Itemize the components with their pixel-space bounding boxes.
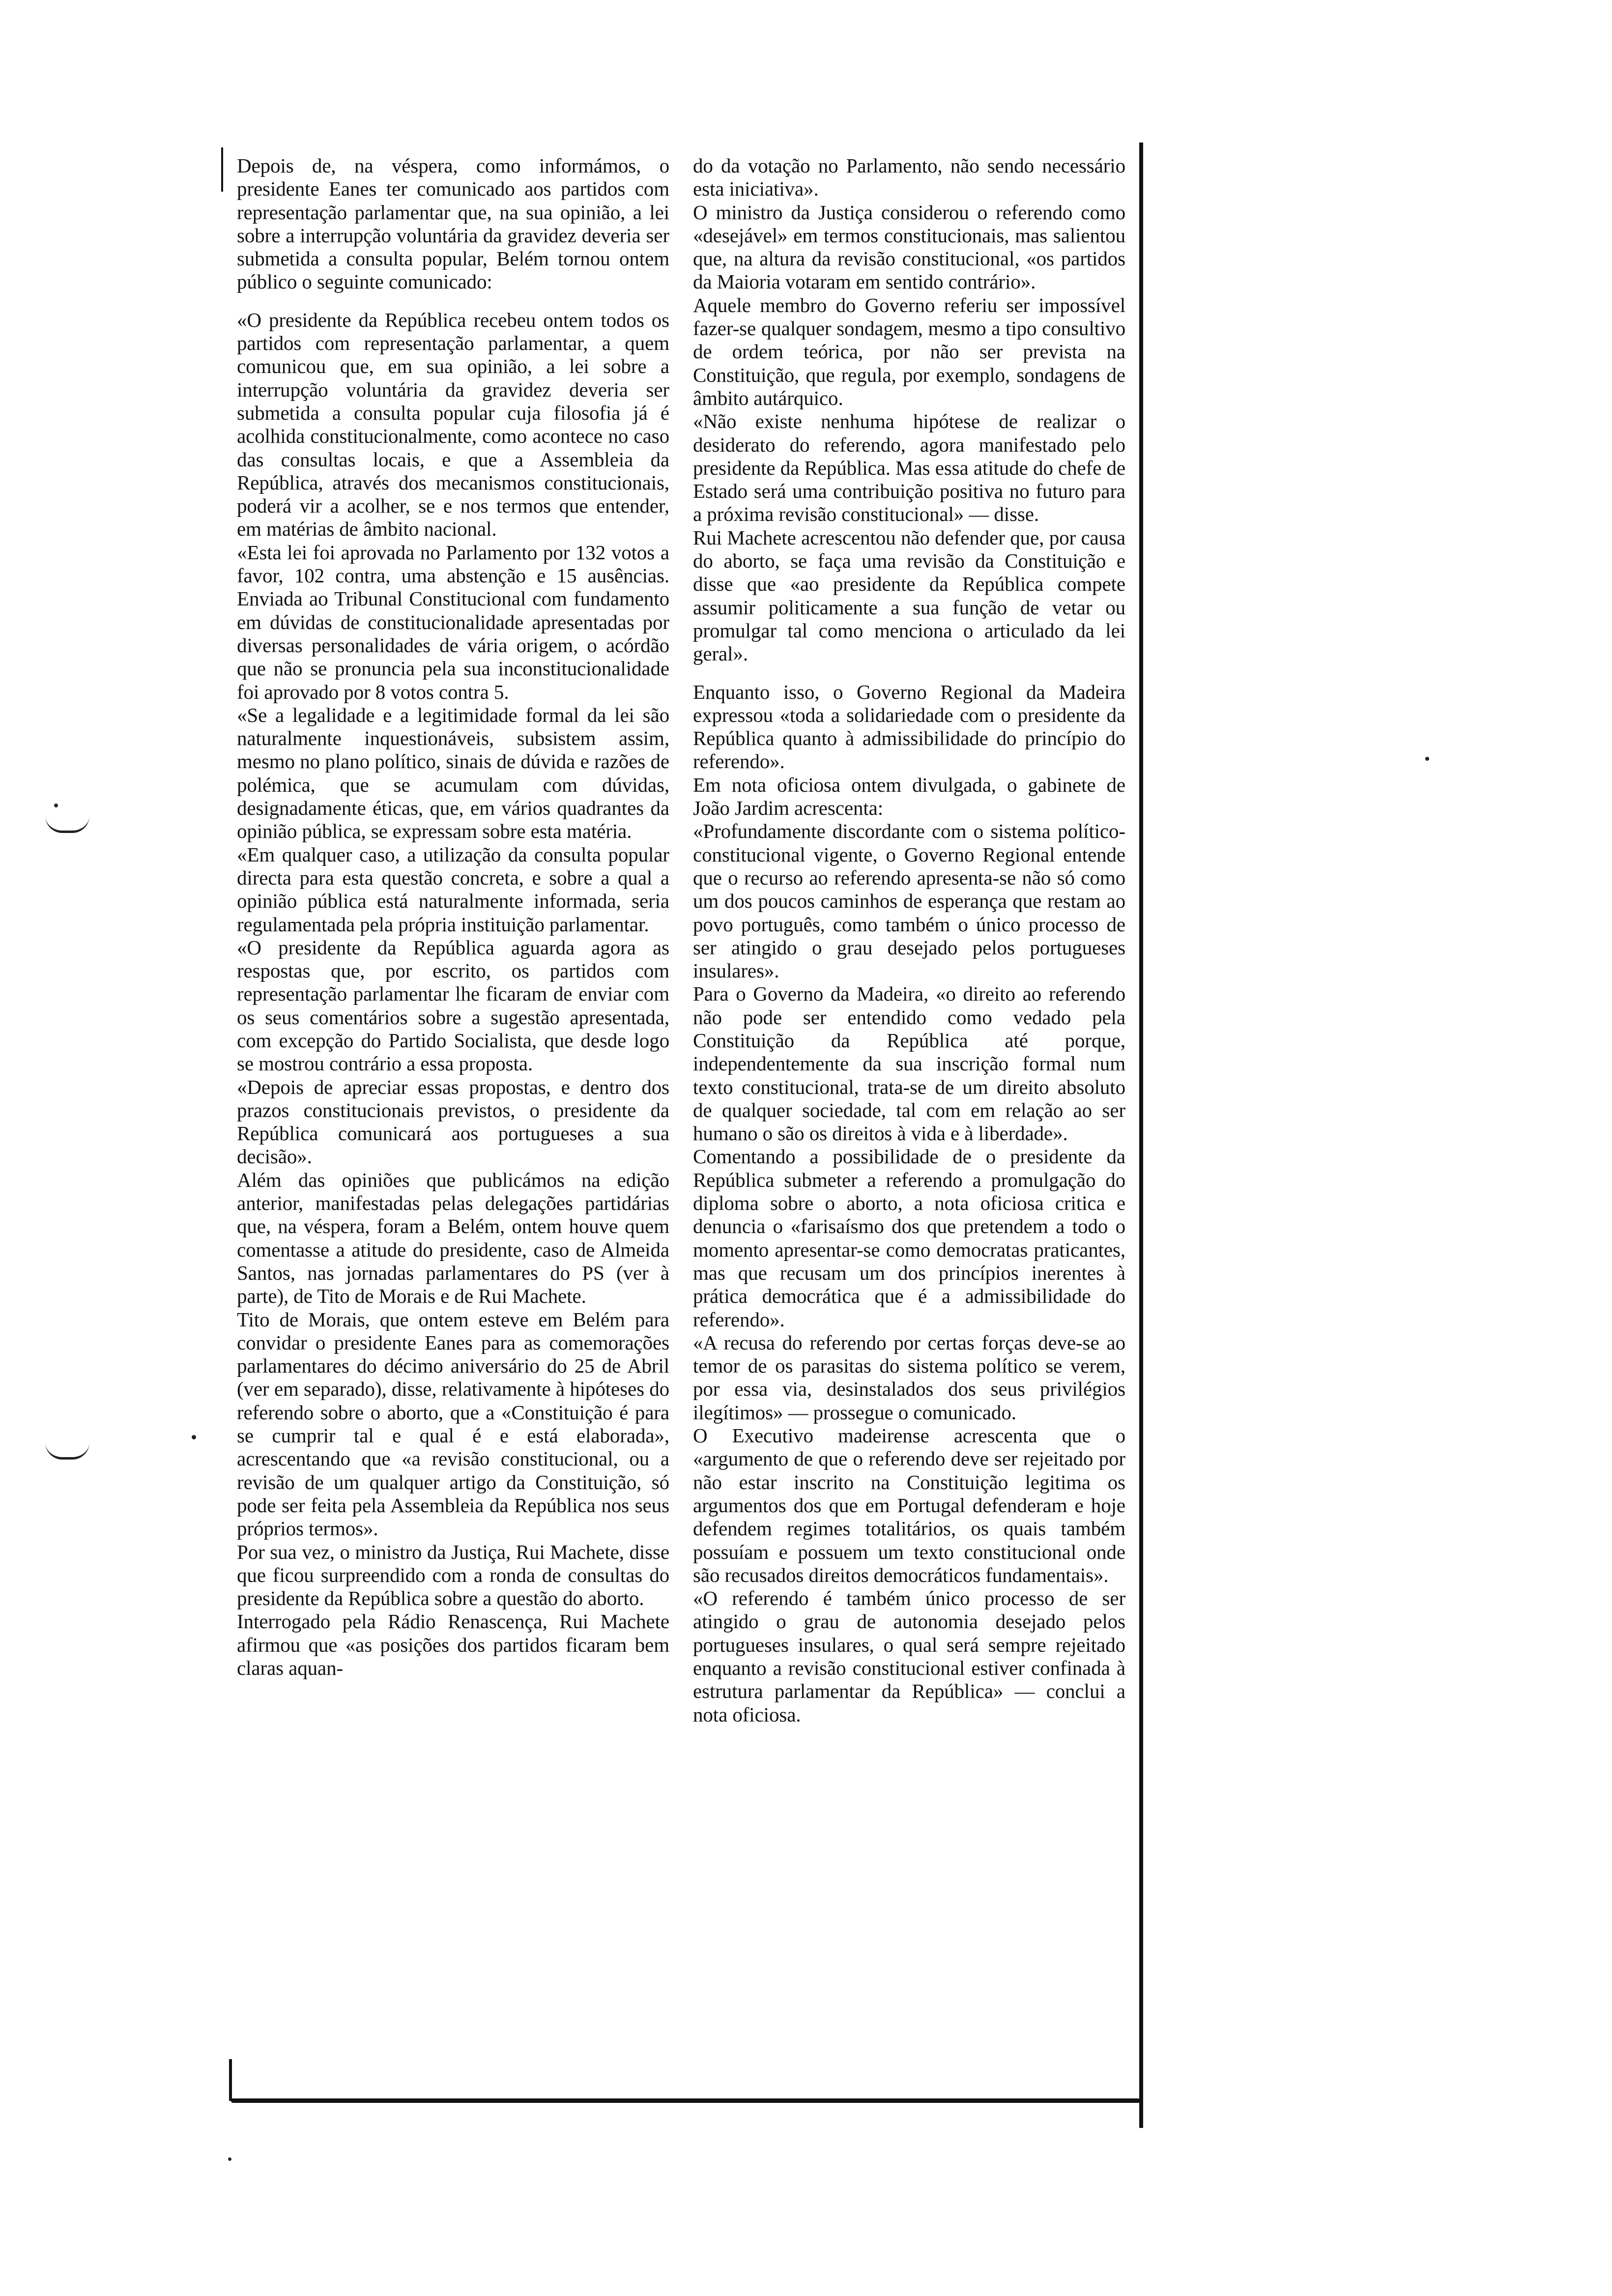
left-bottom-curve <box>229 2059 232 2101</box>
paragraph-continuation: do da votação no Parlamento, não sendo necessário esta iniciativa». <box>693 154 1125 201</box>
paragraph-nota-oficiosa: Em nota oficiosa ontem divulgada, o gabinete de João Jardim acrescenta: <box>693 773 1125 820</box>
right-frame-rule <box>1139 143 1143 2128</box>
paragraph-recusa: «A recusa do referendo por certas forças deve-se ao temor de os parasitas do sistema político se verem, por essa via, desinstalados dos seus privilégios ilegítimos» — prossegue o comunicado. <box>693 1331 1125 1424</box>
paragraph-executivo: O Executivo madeirense acrescenta que o «argumento de que o referendo deve ser rejeitado por não estar inscrito na Constituição legitima os argumentos dos que em Portugal defenderam e hoje defendem regimes totalitários, os quais também possuíam e possuem um texto constitucional onde são recusados direitos democráticos fundamentais». <box>693 1424 1125 1586</box>
paragraph-revisao: Rui Machete acrescentou não defender que, por causa do aborto, se faça uma revisão da Constituição e disse que «ao presidente da República compete assumir politicamente a sua função de vetar ou promulgar tal como menciona o articulado da lei geral». <box>693 526 1125 665</box>
paragraph-communique-2: «Esta lei foi aprovada no Parlamento por 132 votos a favor, 102 contra, uma abstenção e 15 ausências. Enviada ao Tribunal Constitucional com fundamento em dúvidas de constitucionalidade apresentadas por diversas personalidades de vária origem, o acórdão que não se pronuncia pela sua inconstitucionalidade foi aprovado por 8 votos contra 5. <box>237 541 669 703</box>
paragraph-radio-renascenca: Interrogado pela Rádio Renascença, Rui Machete afirmou que «as posições dos partidos ficaram bem claras aquan- <box>237 1610 669 1679</box>
paragraph-opinions: Além das opiniões que publicámos na edição anterior, manifestadas pelas delegações partidárias que, na véspera, foram a Belém, ontem houve quem comentasse a atitude do presidente, caso de Almeida Santos, nas jornadas parlamentares do PS (ver à parte), de Tito de Morais e de Rui Machete. <box>237 1168 669 1308</box>
scan-speck <box>192 1435 196 1439</box>
paragraph-sondagem: Aquele membro do Governo referiu ser impossível fazer-se qualquer sondagem, mesmo a tipo consultivo de ordem teórica, por não ser prevista na Constituição, que regula, por exemplo, sondagens de âmbito autárquico. <box>693 293 1125 409</box>
paragraph-rui-machete: Por sua vez, o ministro da Justiça, Rui Machete, disse que ficou surpreendido com a ronda de consultas do presidente da República sobre a questão do aborto. <box>237 1540 669 1610</box>
paragraph-discordante: «Profundamente discordante com o sistema político-constitucional vigente, o Governo Regional entende que o recurso ao referendo apresenta-se não só como um dos poucos caminhos de esperança que restam ao povo português, como também o único processo de ser atingido o grau desejado pelos portugueses insulares». <box>693 820 1125 982</box>
paragraph-communique-4: «Em qualquer caso, a utilização da consulta popular directa para esta questão concreta, e sobre a qual a opinião pública está naturalmente informada, seria regulamentada pela própria instituição parlamentar. <box>237 843 669 936</box>
article-right-column <box>693 154 1125 1726</box>
left-margin-rule <box>221 147 223 192</box>
paragraph-farisaismo: Comentando a possibilidade de o presidente da República submeter a referendo a promulgação do diploma sobre o aborto, a nota oficiosa critica e denuncia o «farisaísmo dos que pretendem a todo o momento apresentar-se como democratas praticantes, mas que recusam um dos princípios inerentes à prática democrática que é a admissibilidade do referendo». <box>693 1145 1125 1331</box>
margin-mark-upper <box>45 816 89 833</box>
margin-mark-lower <box>45 1442 89 1460</box>
paragraph-madeira: Enquanto isso, o Governo Regional da Madeira expressou «toda a solidariedade com o presidente da República quanto à admissibilidade do princípio do referendo». <box>693 680 1125 773</box>
scan-speck <box>1425 757 1429 761</box>
paragraph-direito-referendo: Para o Governo da Madeira, «o direito ao referendo não pode ser entendido como vedado pela Constituição da República até porque, independentemente da sua inscrição formal num texto constitucional, trata-se de um direito absoluto de qualquer sociedade, tal com em relação ao ser humano o são os direitos à vida e à liberdade». <box>693 982 1125 1145</box>
paragraph-intro: Depois de, na véspera, como informámos, o presidente Eanes ter comunicado aos partidos com representação parlamentar que, na sua opinião, a lei sobre a interrupção voluntária da gravidez deveria ser submetida a consulta popular, Belém tornou ontem público o seguinte comunicado: <box>237 154 669 293</box>
paragraph-tito-de-morais: Tito de Morais, que ontem esteve em Belém para convidar o presidente Eanes para as comemorações parlamentares do décimo aniversário do 25 de Abril (ver em separado), disse, relativamente à hipóteses do referendo sobre o aborto, que a «Constituição é para se cumprir tal e qual é e está elaborada», acrescentando que «a revisão constitucional, ou a revisão de um qualquer artigo da Constituição, só pode ser feita pela Assembleia da República nos seus próprios termos». <box>237 1308 669 1540</box>
paragraph-communique-3: «Se a legalidade e a legitimidade formal da lei são naturalmente inquestionáveis, subsistem assim, mesmo no plano político, sinais de dúvida e razões de polémica, que se acumulam com dúvidas, designadamente éticas, que, em vários quadrantes da opinião pública, se expressam sobre esta matéria. <box>237 703 669 843</box>
scan-speck <box>54 804 58 807</box>
paragraph-desiderato: «Não existe nenhuma hipótese de realizar o desiderato do referendo, agora manifestado pelo presidente da República. Mas essa atitude do chefe de Estado será uma contribuição positiva no futuro para a próxima revisão constitucional» — disse. <box>693 410 1125 526</box>
bottom-frame-rule <box>231 2098 1140 2103</box>
article-left-column <box>237 154 669 1680</box>
paragraph-communique-6: «Depois de apreciar essas propostas, e dentro dos prazos constitucionais previstos, o presidente da República comunicará aos portugueses a sua decisão». <box>237 1075 669 1168</box>
scan-speck <box>228 2157 231 2161</box>
paragraph-ministro-justica: O ministro da Justiça considerou o referendo como «desejável» em termos constitucionais, mas salientou que, na altura da revisão constitucional, «os partidos da Maioria votaram em sentido contrário». <box>693 201 1125 293</box>
paragraph-conclusao: «O referendo é também único processo de ser atingido o grau de autonomia desejado pelos portugueses insulares, o qual será sempre rejeitado enquanto a revisão constitucional estiver confinada à estrutura parlamentar da República» — conclui a nota oficiosa. <box>693 1587 1125 1726</box>
paragraph-communique-1: «O presidente da República recebeu ontem todos os partidos com representação parlamentar, a quem comunicou que, em sua opinião, a lei sobre a interrupção voluntária da gravidez deveria ser submetida a consulta popular cuja filosofia já é acolhida constitucionalmente, como acontece no caso das consultas locais, e que a Assembleia da República, através dos mecanismos constitucionais, poderá vir a acolher, se e nos termos que entender, em matérias de âmbito nacional. <box>237 308 669 541</box>
paragraph-communique-5: «O presidente da República aguarda agora as respostas que, por escrito, os partidos com representação parlamentar lhe ficaram de enviar com os seus comentários sobre a sugestão apresentada, com excepção do Partido Socialista, que desde logo se mostrou contrário a essa proposta. <box>237 936 669 1075</box>
